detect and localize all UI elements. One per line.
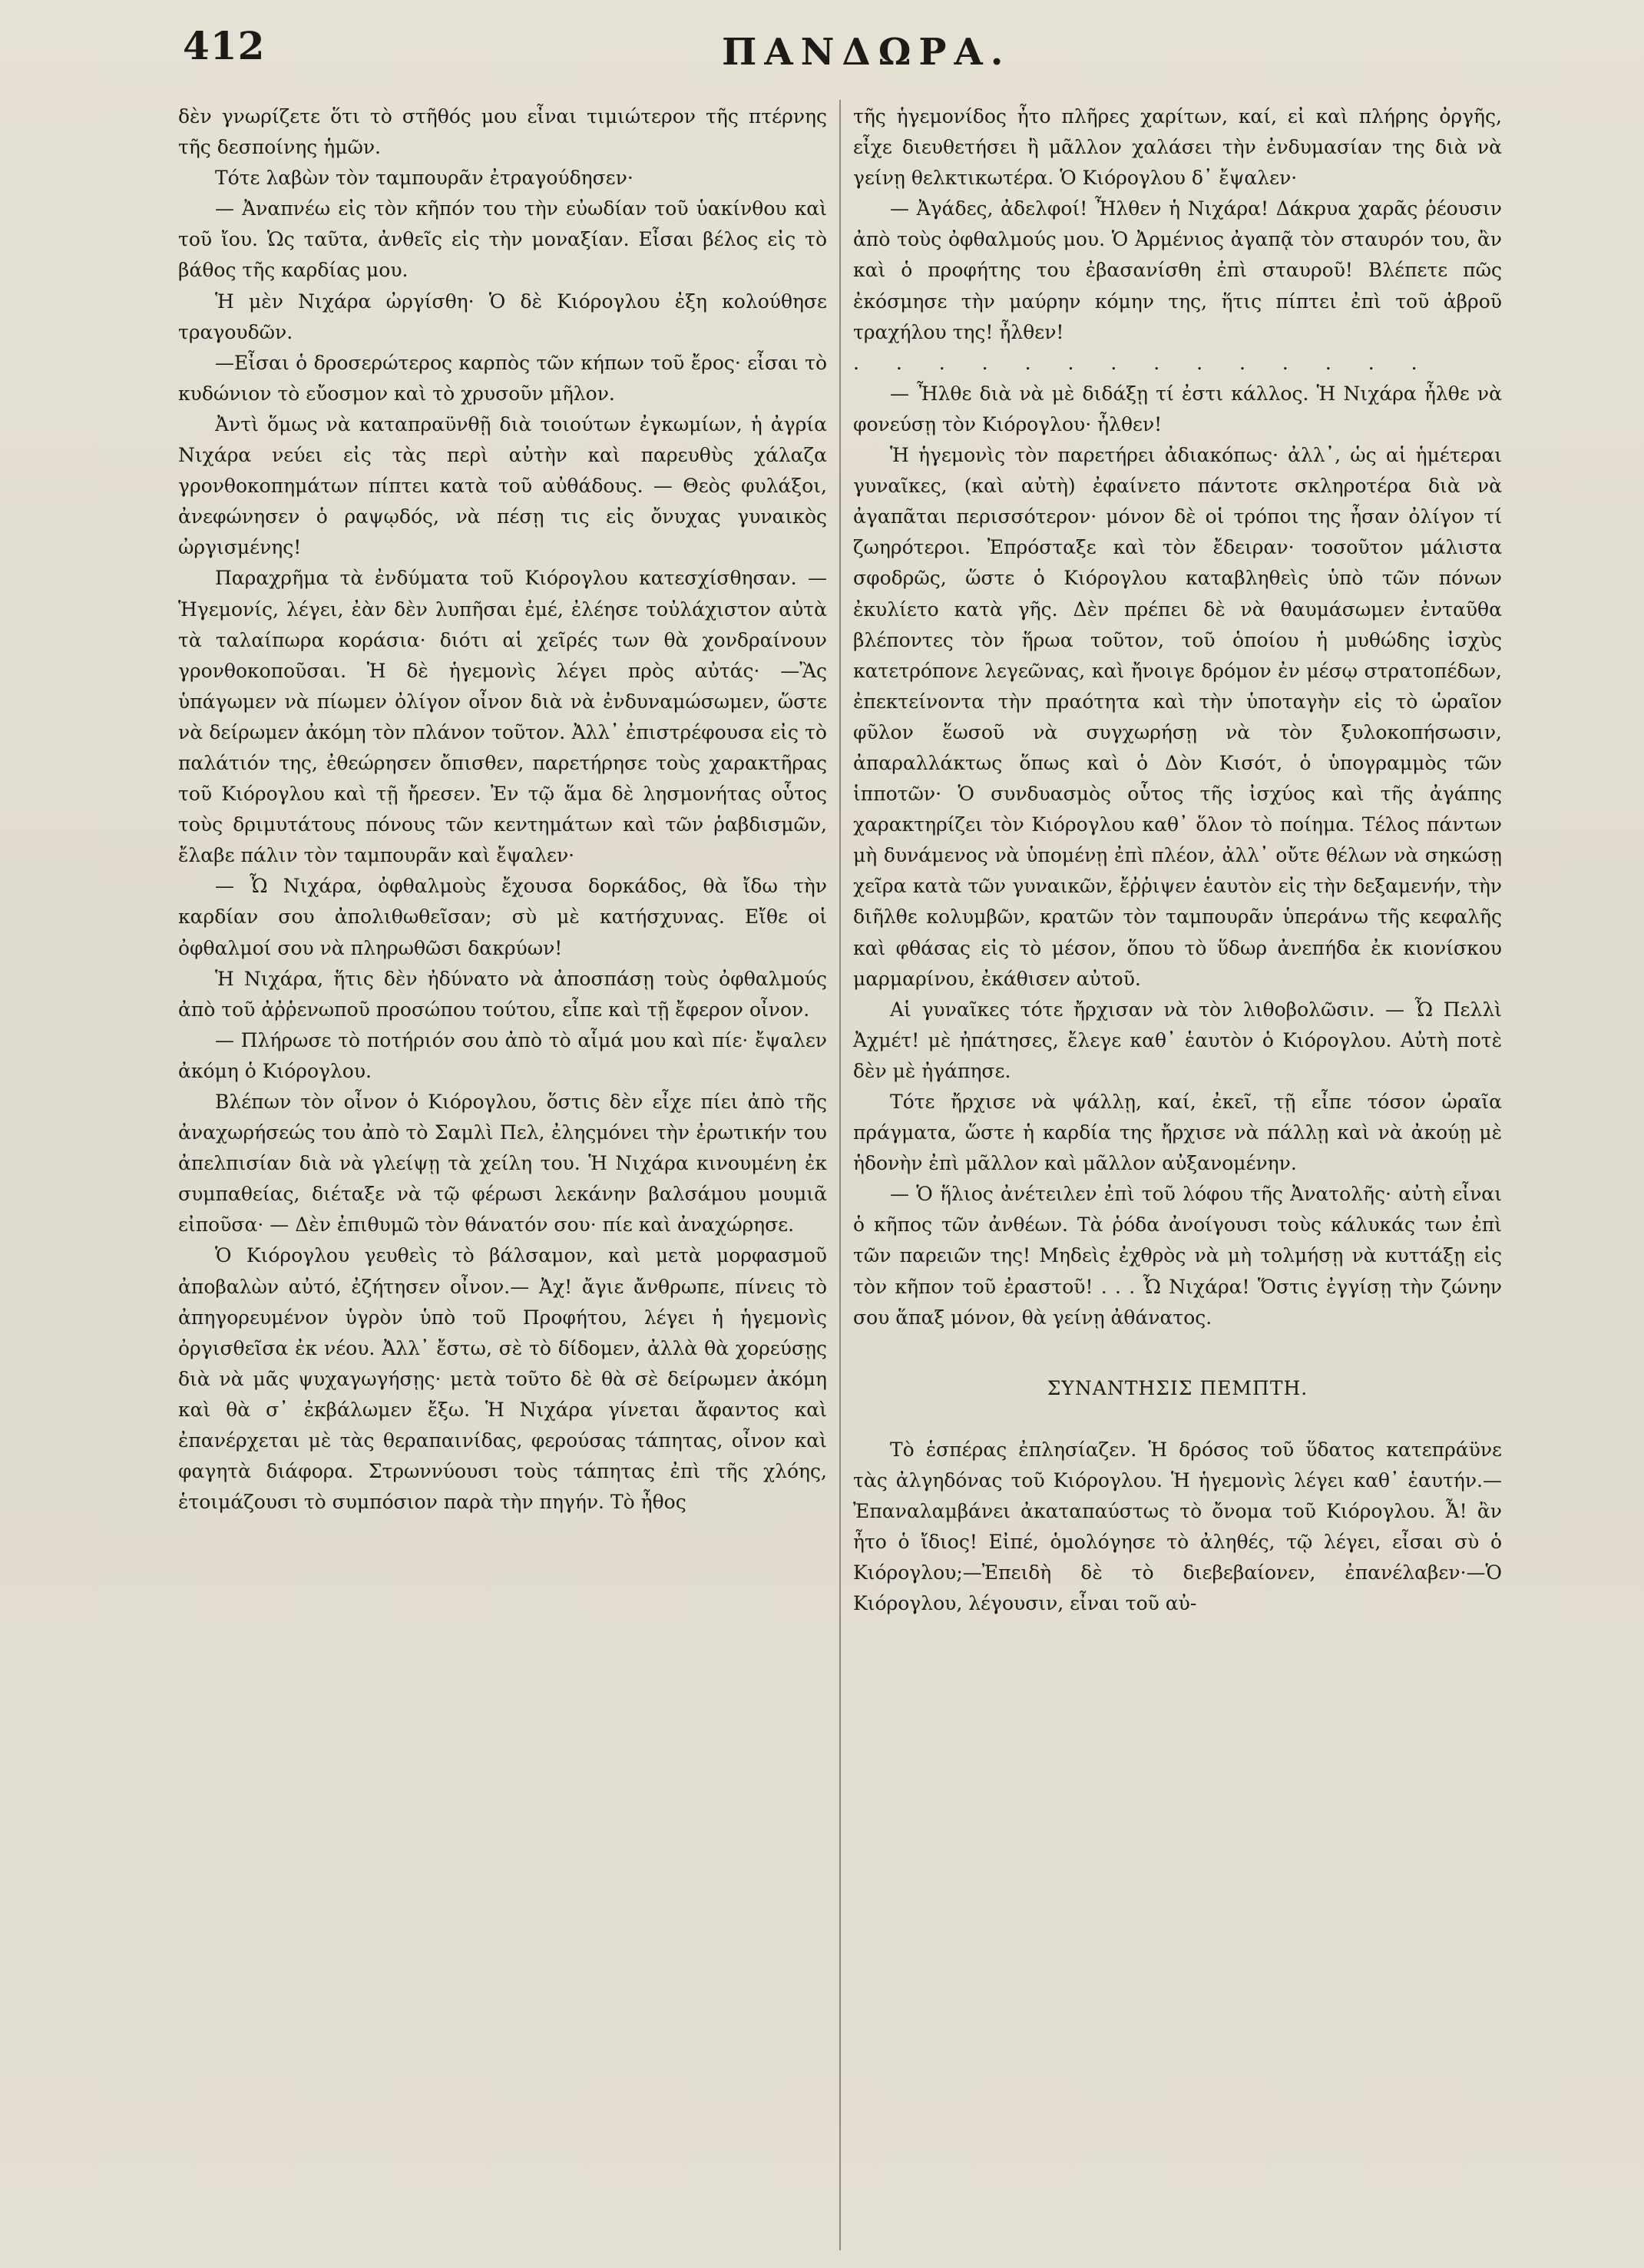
- paragraph: — Ὦ Νιχάρα, ὀφθαλμοὺς ἔχουσα δορκάδος, θὰ ἴδω τὴν καρδίαν σου ἀπολιθωθεῖσαν; σὺ μὲ κατήσχυνας. Εἴθε οἱ ὀφθαλμοί σου νὰ πληρωθῶσι δακρύων!: [178, 875, 827, 959]
- paragraph: Τότε λαβὼν τὸν ταμπουρᾶν ἐτραγούδησεν·: [215, 167, 633, 190]
- right-column: [853, 101, 1502, 1619]
- paragraph: Τὸ ἑσπέρας ἐπλησίαζεν. Ἡ δρόσος τοῦ ὕδατος κατεπράϋνε τὰς ἀλγηδόνας τοῦ Κιόρογλου. Ἡ ἡγεμονὶς λέγει καθ᾽ ἑαυτήν.— Ἐπαναλαμβάνει ἀκαταπαύστως τὸ ὄνομα τοῦ Κιόρογλου. Ἆ! ἂν ἦτο ὁ ἴδιος! Εἰπέ, ὁμολόγησε τὸ ἀληθές, τῷ λέγει, εἶσαι σὺ ὁ Κιόρογλου;—Ἐπειδὴ δὲ τὸ διεβεβαίονεν, ἐπανέλαβεν·—Ὁ Κιόρογλου, λέγουσιν, εἶναι τοῦ αὐ-: [853, 1438, 1502, 1615]
- paragraph: Ὁ Κιόρογλου γευθεὶς τὸ βάλσαμον, καὶ μετὰ μορφασμοῦ ἀποβαλὼν αὐτό, ἐζήτησεν οἶνον.— Ἀχ! ἄγιε ἄνθρωπε, πίνεις τὸ ἀπηγορευμένον ὑγρὸν ὑπὸ τοῦ Προφήτου, λέγει ἡ ἡγεμονὶς ὀργισθεῖσα ἐκ νέου. Ἀλλ᾽ ἔστω, σὲ τὸ δίδομεν, ἀλλὰ θὰ χορεύσῃς διὰ νὰ μᾶς ψυχαγωγήσῃς· μετὰ τοῦτο δὲ θὰ σὲ δείρωμεν ἀκόμη καὶ θὰ σ᾽ ἐκβάλωμεν ἔξω. Ἡ Νιχάρα γίνεται ἄφαντος καὶ ἐπανέρχεται μὲ τὰς θεραπαινίδας, φερούσας τάπητας, οἶνον καὶ φαγητὰ διάφορα. Στρωννύουσι τοὺς τάπητας ἐπὶ τῆς χλόης, ἑτοιμάζουσι τὸ συμπόσιον παρὰ τὴν πηγήν. Τὸ ἦθος: [178, 1244, 827, 1514]
- paragraph: Βλέπων τὸν οἶνον ὁ Κιόρογλου, ὅστις δὲν εἶχε πίει ἀπὸ τῆς ἀναχωρήσεώς του ἀπὸ τὸ Σαμλὶ Πελ, ἐληςμόνει τὴν ἐρωτικήν του ἀπελπισίαν διὰ νὰ γλείψῃ τὰ χείλη του. Ἡ Νιχάρα κινουμένη ἐκ συμπαθείας, διέταξε νὰ τῷ φέρωσι λεκάνην βαλσάμου μουμιᾶ εἰποῦσα· — Δὲν ἐπιθυμῶ τὸν θάνατόν σου· πίε καὶ ἀναχώρησε.: [178, 1091, 827, 1237]
- paragraph: Τότε ἤρχισε νὰ ψάλλῃ, καί, ἐκεῖ, τῇ εἶπε τόσον ὡραῖα πράγματα, ὥστε ἡ καρδία της ἤρχισε νὰ πάλλῃ καὶ νὰ ἀκούῃ μὲ ἡδονὴν ἐπὶ μᾶλλον καὶ μᾶλλον αὐξανομένην.: [853, 1091, 1502, 1175]
- page-number: 412: [183, 23, 266, 68]
- paragraph: Ἡ μὲν Νιχάρα ὠργίσθη· Ὁ δὲ Κιόρογλου ἐξη κολούθησε τραγουδῶν.: [178, 290, 827, 343]
- paragraph: Ἡ ἡγεμονὶς τὸν παρετήρει ἀδιακόπως· ἀλλ᾽, ὡς αἱ ἡμέτεραι γυναῖκες, (καὶ αὐτὴ) ἐφαίνετο πάντοτε σκληροτέρα διὰ νὰ ἀγαπᾶται περισσότερον· μόνον δὲ οἱ τρόποι της ἦσαν ὀλίγον τί ζωηρότεροι. Ἐπρόσταξε καὶ τὸν ἔδειραν· τοσοῦτον μάλιστα σφοδρῶς, ὥστε ὁ Κιόρογλου καταβληθεὶς ὑπὸ τῶν πόνων ἐκυλίετο κατὰ γῆς. Δὲν πρέπει δὲ νὰ θαυμάσωμεν ἐνταῦθα βλέποντες τὸν ἥρωα τοῦτον, τοῦ ὁποίου ἡ μυθώδης ἰσχὺς κατετρόπονε λεγεῶνας, καὶ ἤνοιγε δρόμον ἐν μέσῳ στρατοπέδων, ἐπεκτείνοντα τὴν πραότητα καὶ τὴν ὑποταγὴν εἰς τὸ ὡραῖον φῦλον ἕωσοῦ νὰ συγχωρήσῃ νὰ τὸν ξυλοκοπήσωσιν, ἀπαραλλάκτως ὅπως καὶ ὁ Δὸν Κισότ, ὁ ὑπογραμμὸς τῶν ἱπποτῶν· Ὁ συνδυασμὸς οὗτος τῆς ἰσχύος καὶ τῆς ἀγάπης χαρακτηρίζει τὸν Κιόρογλου καθ᾽ ὅλον τὸ ποίημα. Τέλος πάντων μὴ δυνάμενος νὰ ὑπομένῃ ἐπὶ πλέον, ἀλλ᾽ οὔτε θέλων νὰ σηκώσῃ χεῖρα κατὰ τῶν γυναικῶν, ἔῤῥιψεν ἑαυτὸν εἰς τὴν δεξαμενήν, τὴν διῆλθε κολυμβῶν, κρατῶν τὸν ταμπουρᾶν ὑπεράνω τῆς κεφαλῆς καὶ φθάσας εἰς τὸ μέσον, ὅπου τὸ ὕδωρ ἀνεπήδα ἐκ κιονίσκου μαρμαρίνου, ἐκάθισεν αὐτοῦ.: [853, 444, 1502, 990]
- paragraph: Παραχρῆμα τὰ ἐνδύματα τοῦ Κιόρογλου κατεσχίσθησαν. — Ἡγεμονίς, λέγει, ἐὰν δὲν λυπῆσαι ἐμέ, ἐλέησε τοὐλάχιστον αὐτὰ τὰ ταλαίπωρα κοράσια· διότι αἱ χεῖρές των θὰ χονδραίνουν γρονθοκοποῦσαι. Ἡ δὲ ἡγεμονὶς λέγει πρὸς αὐτάς· —Ἂς ὑπάγωμεν νὰ πίωμεν ὀλίγον οἶνον διὰ νὰ ἐνδυναμώσωμεν, ὥστε νὰ δείρωμεν ἀκόμη τὸν πλάνον τοῦτον. Ἀλλ᾽ ἐπιστρέφουσα εἰς τὸ παλάτιόν της, ἐθεώρησεν ὄπισθεν, παρετήρησε τοὺς χαρακτῆρας τοῦ Κιόρογλου καὶ τῇ ἤρεσεν. Ἐν τῷ ἅμα δὲ λησμονήτας οὗτος τοὺς δριμυτάτους πόνους τῶν κεντημάτων καὶ τῶν ῥαβδισμῶν, ἔλαβε πάλιν τὸν ταμπουρᾶν καὶ ἔψαλεν·: [178, 567, 827, 867]
- paragraph: τῆς ἡγεμονίδος ἦτο πλῆρες χαρίτων, καί, εἰ καὶ πλήρης ὀργῆς, εἶχε διευθετήσει ἢ μᾶλλον χαλάσει τὴν ἐνδυμασίαν της διὰ νὰ γείνῃ θελκτικωτέρα. Ὁ Κιόρογλου δ᾽ ἔψαλεν·: [853, 105, 1502, 190]
- paragraph: — Πλήρωσε τὸ ποτήριόν σου ἀπὸ τὸ αἷμά μου καὶ πίε· ἔψαλεν ἀκόμη ὁ Κιόρογλου.: [178, 1028, 827, 1082]
- column-divider: [839, 100, 841, 2250]
- paragraph: —Εἶσαι ὁ δροσερώτερος καρπὸς τῶν κήπων τοῦ ἔρος· εἶσαι τὸ κυδώνιον τὸ εὔοσμον καὶ τὸ χρυσοῦν μῆλον.: [178, 351, 827, 405]
- paragraph: δὲν γνωρίζετε ὅτι τὸ στῆθός μου εἶναι τιμιώτερον τῆς πτέρνης τῆς δεσποίνης ἡμῶν.: [178, 105, 827, 159]
- paragraph: — Ἀναπνέω εἰς τὸν κῆπόν του τὴν εὐωδίαν τοῦ ὑακίνθου καὶ τοῦ ἴου. Ὡς ταῦτα, ἀνθεῖς εἰς τὴν μοναξίαν. Εἶσαι βέλος εἰς τὸ βάθος τῆς καρδίας μου.: [178, 197, 827, 282]
- ellipsis-line: . . . . . . . . . . . . . .: [853, 351, 1433, 374]
- paragraph: — Ἦλθε διὰ νὰ μὲ διδάξῃ τί ἐστι κάλλος. Ἡ Νιχάρα ἦλθε νὰ φονεύσῃ τὸν Κιόρογλου· ἦλθεν!: [853, 382, 1502, 435]
- paragraph: — Ἀγάδες, ἀδελφοί! Ἦλθεν ἡ Νιχάρα! Δάκρυα χαρᾶς ῥέουσιν ἀπὸ τοὺς ὀφθαλμούς μου. Ὁ Ἀρμένιος ἀγαπᾷ τὸν σταυρόν του, ἂν καὶ ὁ προφήτης του ἐβασανίσθη ἐπὶ σταυροῦ! Βλέπετε πῶς ἐκόσμησε τὴν μαύρην κόμην της, ἥτις πίπτει ἐπὶ τοῦ ἁβροῦ τραχήλου της! ἦλθεν!: [853, 197, 1502, 343]
- paragraph: Αἱ γυναῖκες τότε ἤρχισαν νὰ τὸν λιθοβολῶσιν. — Ὦ Πελλὶ Ἀχμέτ! μὲ ἠπάτησες, ἔλεγε καθ᾽ ἑαυτὸν ὁ Κιόρογλου. Αὐτὴ ποτὲ δὲν μὲ ἠγάπησε.: [853, 998, 1502, 1082]
- section-heading: ΣΥΝΑΝΤΗΣΙΣ ΠΕΜΠΤΗ.: [1047, 1376, 1308, 1399]
- left-column: [178, 101, 827, 1518]
- paragraph: Ἀντὶ ὅμως νὰ καταπραϋνθῇ διὰ τοιούτων ἐγκωμίων, ἡ ἀγρία Νιχάρα νεύει εἰς τὰς περὶ αὐτὴν καὶ παρευθὺς χάλαζα γρονθοκοπημάτων πίπτει κατὰ τοῦ αὐθάδους. — Θεὸς φυλάξοι, ἀνεφώνησεν ὁ ραψῳδός, νὰ πέσῃ τις εἰς ὄνυχας γυναικὸς ὠργισμένης!: [178, 412, 827, 559]
- paragraph: Ἡ Νιχάρα, ἥτις δὲν ἠδύνατο νὰ ἀποσπάσῃ τοὺς ὀφθαλμούς ἀπὸ τοῦ ἀῤῥενωποῦ προσώπου τούτου, εἶπε καὶ τῇ ἔφερον οἶνον.: [178, 967, 827, 1021]
- paragraph: — Ὁ ἥλιος ἀνέτειλεν ἐπὶ τοῦ λόφου τῆς Ἀνατολῆς· αὐτὴ εἶναι ὁ κῆπος τῶν ἀνθέων. Τὰ ῥόδα ἀνοίγουσι τοὺς κάλυκάς των ἐπὶ τῶν παρειῶν της! Μηδεὶς ἐχθρὸς νὰ μὴ τολμήσῃ νὰ κυττάξῃ εἰς τὸν κῆπον τοῦ ἐραστοῦ! . . . Ὦ Νιχάρα! Ὅστις ἐγγίσῃ τὴν ζώνην σου ἅπαξ μόνον, θὰ γείνῃ ἀθάνατος.: [853, 1183, 1502, 1329]
- running-title: ΠΑΝΔΩΡΑ.: [722, 31, 1011, 74]
